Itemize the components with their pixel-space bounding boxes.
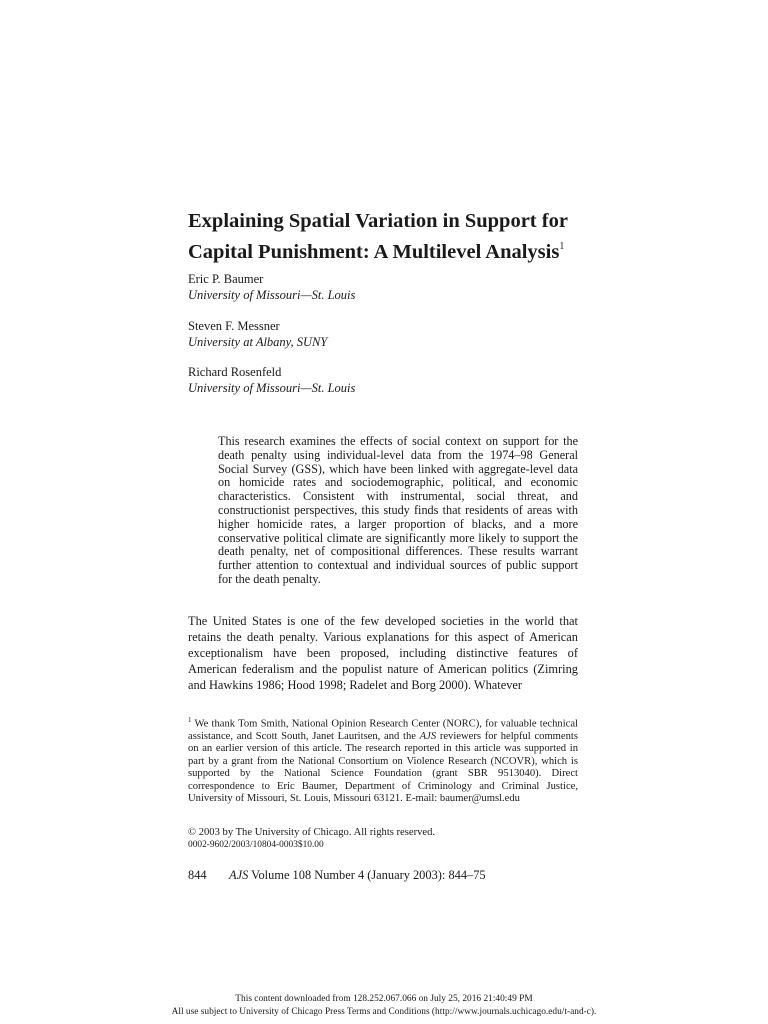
title-footnote-marker: 1 <box>559 241 565 252</box>
footnote-journal-abbrev: AJS <box>419 730 437 742</box>
article-title-line-2: Capital Punishment: A Multilevel Analysis <box>188 241 560 263</box>
footnote-text-part-1: We thank Tom Smith, National Opinion Research Center (NORC), for valuable technical assistance, and Scott South, Janet Lauritsen, and the <box>188 718 578 742</box>
abstract: This research examines the effects of social context on support for the death penalty using individual-level data from the 1974–98 General Social Survey (GSS), which have been linked with aggregate-level data on homicide rates and sociodemographic, political, and economic characteristics. Consistent with instrumental, social threat, and constructionist perspectives, this study finds that residents of areas with higher homicide rates, a larger proportion of blacks, and a more conservative political climate are significantly more likely to support the death penalty, net of compositional differences. These results warrant further attention to contextual and individual sources of public support for the death penalty. <box>218 434 578 586</box>
download-notice-line-2: All use subject to University of Chicago Press Terms and Conditions (http://www.journals.uchicago.edu/t-and-c). <box>171 1007 597 1017</box>
download-notice-line-1: This content downloaded from 128.252.067.066 on July 25, 2016 21:40:49 PM <box>235 994 533 1004</box>
author-block-2 <box>188 318 327 350</box>
article-title-line-1: Explaining Spatial Variation in Support for <box>188 210 568 232</box>
journal-citation <box>229 868 486 883</box>
body-paragraph: The United States is one of the few developed societies in the world that retains the death penalty. Various explanations for this aspect of American exceptionalism have been proposed, including distinctive features of American federalism and the populist nature of American politics (Zimring and Hawkins 1986; Hood 1998; Radelet and Borg 2000). Whatever <box>188 614 578 692</box>
author-affiliation: University of Missouri—St. Louis <box>188 288 356 302</box>
article-title <box>188 208 608 265</box>
issn-line: 0002-9602/2003/10804-0003$10.00 <box>188 840 324 850</box>
footnote-marker: 1 <box>188 716 192 724</box>
author-name: Richard Rosenfeld <box>188 365 282 379</box>
journal-volume-info: Volume 108 Number 4 (January 2003): 844–75 <box>248 868 486 882</box>
author-block-3 <box>188 364 355 396</box>
footnote <box>188 714 578 805</box>
author-name: Steven F. Messner <box>188 319 280 333</box>
journal-name: AJS <box>229 868 249 882</box>
author-block-1 <box>188 271 355 303</box>
author-name: Eric P. Baumer <box>188 272 264 286</box>
copyright-notice: © 2003 by The University of Chicago. All rights reserved. <box>188 827 436 838</box>
author-affiliation: University of Missouri—St. Louis <box>188 381 356 395</box>
footnote-text-part-2: reviewers for helpful comments on an earlier version of this article. The research reported in this article was supported in part by a grant from the National Consortium on Violence Research (NCOVR), which is supported by the National Science Foundation (grant SBR 9513040). Direct correspondence to Eric Baumer, Department of Criminology and Criminal Justice, University of Missouri, St. Louis, Missouri 63121. E-mail: baumer@umsl.edu <box>188 730 578 804</box>
page-number: 844 <box>188 868 207 882</box>
author-affiliation: University at Albany, SUNY <box>188 335 328 349</box>
